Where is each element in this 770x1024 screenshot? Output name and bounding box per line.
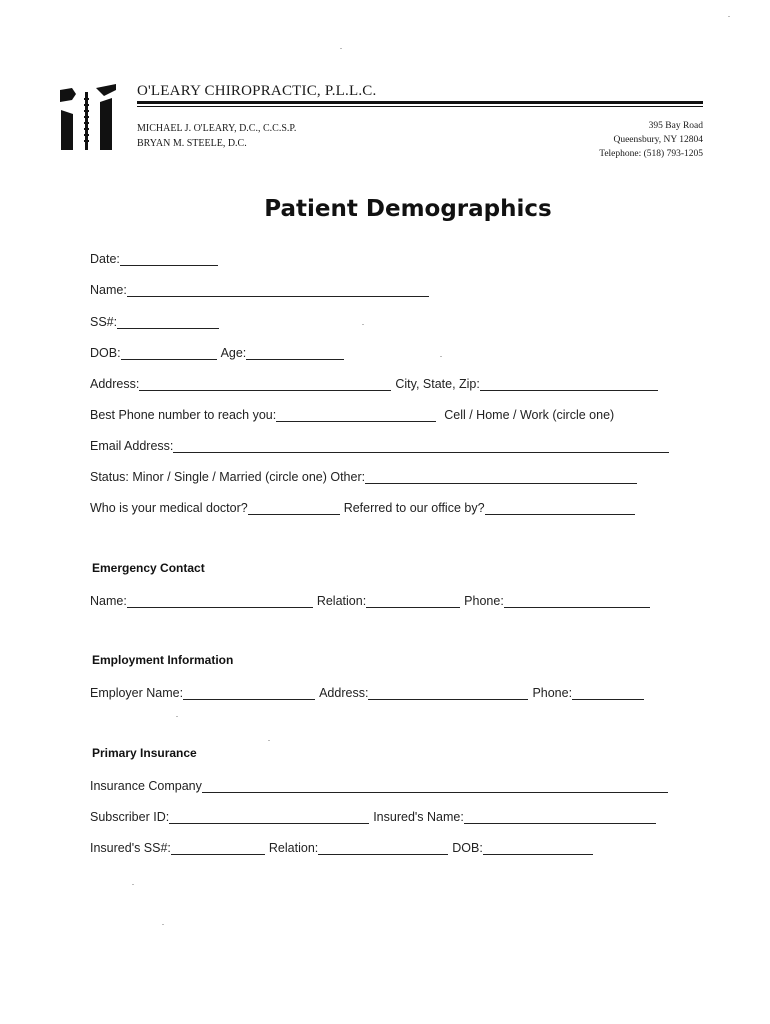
insurance-company-field[interactable] [202,780,668,793]
emergency-phone-field[interactable] [504,595,650,608]
date-row [90,248,222,266]
emergency-phone-label: Phone: [464,594,504,608]
best-phone-field[interactable] [276,409,436,422]
best-phone-label: Best Phone number to reach you: [90,408,277,422]
email-label: Email Address: [90,439,174,453]
office-address [599,119,703,161]
header-rule-thin [137,106,703,107]
status-row [90,466,641,484]
doctor-name: BRYAN M. STEELE, D.C. [137,138,247,149]
name-field[interactable] [127,284,429,297]
ssn-label: SS#: [90,315,118,329]
firm-name: O'LEARY CHIROPRACTIC, P.L.L.C. [137,83,377,99]
insured-dob-label: DOB: [452,841,483,855]
status-other-field[interactable] [365,471,637,484]
insured-ssn-field[interactable] [171,842,265,855]
subscriber-id-field[interactable] [169,811,369,824]
insured-relation-label: Relation: [268,841,319,855]
street-address: 395 Bay Road [648,121,703,131]
emergency-name-label: Name: [90,594,127,608]
emergency-name-field[interactable] [127,595,313,608]
employer-phone-field[interactable] [572,687,644,700]
emergency-row [90,590,654,608]
age-field[interactable] [246,347,344,360]
city-state-zip-label: City, State, Zip: [395,377,480,391]
date-label: Date: [90,252,120,266]
page-title: Patient Demographics [264,196,552,222]
dob-field[interactable] [121,347,217,360]
address-row [90,373,662,391]
emergency-heading: Emergency Contact [92,561,205,575]
clinic-logo [60,84,116,150]
city-state-zip-field[interactable] [480,378,658,391]
scan-speck [362,324,364,325]
name-label: Name: [90,283,127,297]
insurance-heading: Primary Insurance [92,746,197,760]
scan-speck [176,716,178,717]
name-row [90,279,433,297]
ssn-field[interactable] [117,316,219,329]
email-field[interactable] [173,440,669,453]
medical-doctor-field[interactable] [248,502,340,515]
subscriber-id-label: Subscriber ID: [90,810,170,824]
emergency-relation-field[interactable] [366,595,460,608]
insured-name-label: Insured's Name: [373,810,464,824]
insured-ssn-label: Insured's SS#: [90,841,171,855]
scan-speck [728,16,730,17]
insured-dob-field[interactable] [483,842,593,855]
insured-name-field[interactable] [464,811,656,824]
status-label[interactable]: Status: Minor / Single / Married (circle one) Other: [90,470,366,484]
phone-type-options[interactable]: Cell / Home / Work (circle one) [444,408,615,422]
dob-label: DOB: [90,346,121,360]
insured-relation-field[interactable] [318,842,448,855]
scan-speck [340,48,342,49]
scan-speck [268,740,270,741]
email-row [90,435,673,453]
address-field[interactable] [139,378,391,391]
employer-name-label: Employer Name: [90,686,184,700]
insured-row [90,837,597,855]
header-rule [137,101,703,104]
address-label: Address: [90,377,140,391]
insurance-company-label: Insurance Company [90,779,202,793]
employment-heading: Employment Information [92,653,234,667]
employer-address-field[interactable] [368,687,528,700]
referred-by-label: Referred to our office by? [343,501,485,515]
emergency-relation-label: Relation: [316,594,367,608]
employment-row [90,682,648,700]
doctor-referral-row [90,497,639,515]
ssn-row [90,311,223,329]
employer-phone-label: Phone: [532,686,573,700]
employer-name-field[interactable] [183,687,315,700]
age-label: Age: [220,346,247,360]
employer-address-label: Address: [319,686,369,700]
doctor-name: MICHAEL J. O'LEARY, D.C., C.C.S.P. [137,123,297,134]
subscriber-row [90,806,660,824]
date-field[interactable] [120,253,218,266]
referred-by-field[interactable] [485,502,635,515]
dob-row [90,342,348,360]
medical-doctor-label: Who is your medical doctor? [90,501,248,515]
scan-speck [132,884,134,885]
scan-speck [440,356,442,357]
insurance-company-row [90,775,672,793]
doctor-list [137,121,296,151]
scan-speck [162,924,164,925]
best-phone-row [90,404,614,422]
city-address: Queensbury, NY 12804 [613,135,703,145]
telephone: Telephone: (518) 793-1205 [599,149,703,159]
